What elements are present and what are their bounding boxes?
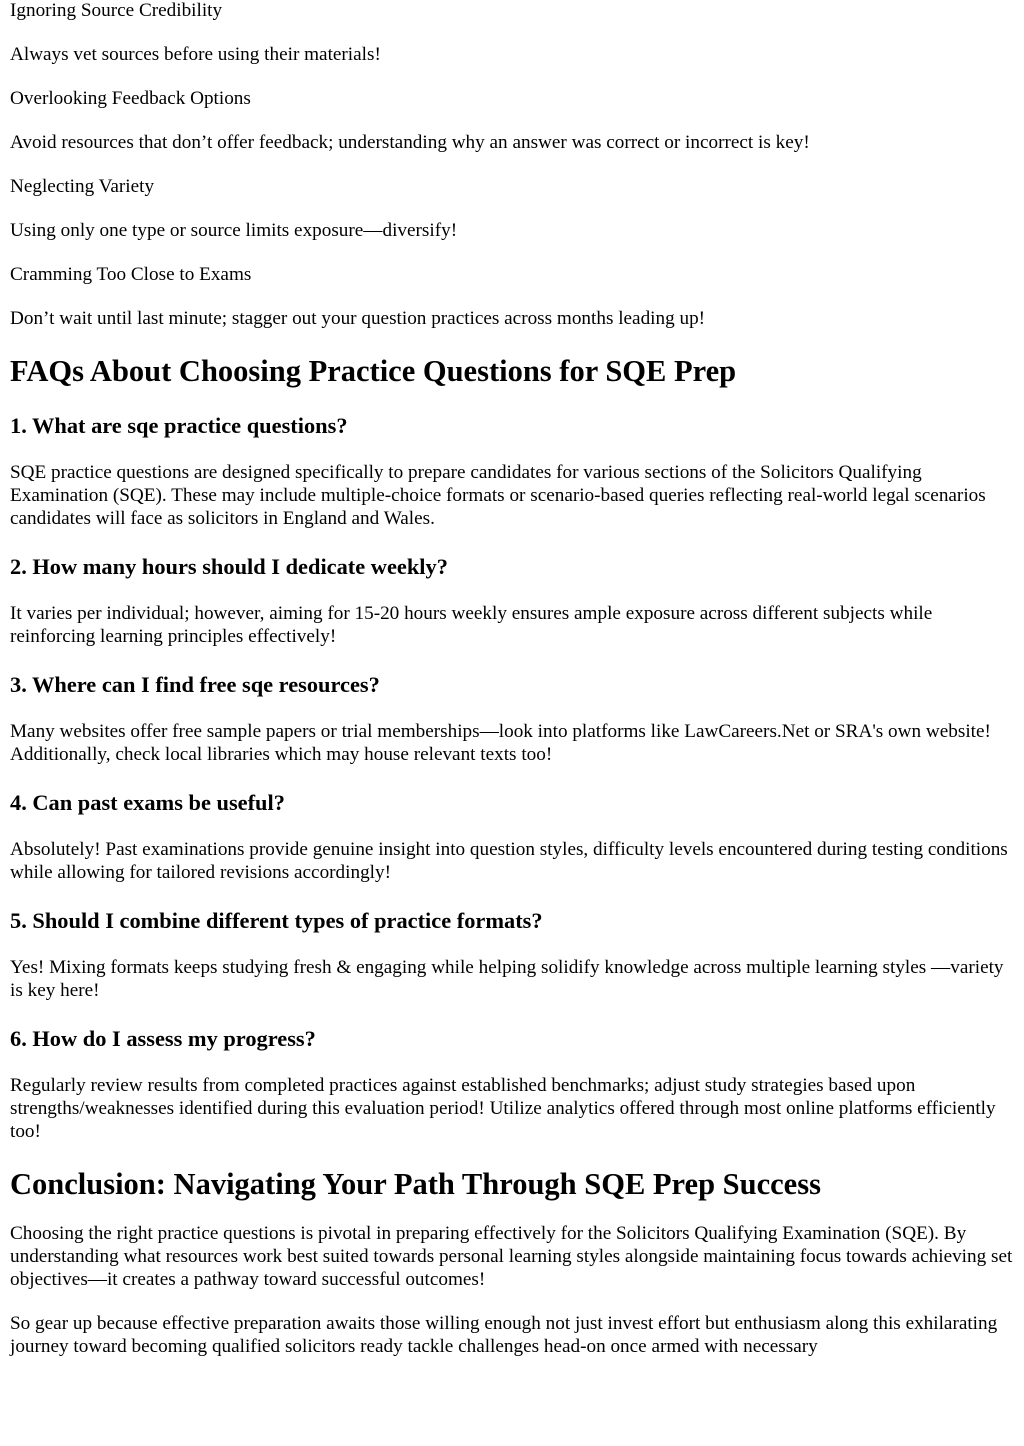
faq-question: 6. How do I assess my progress? <box>10 1026 316 1051</box>
conclusion-paragraph: Choosing the right practice questions is pivotal in preparing effectively for the Solicitors Qualifying Examination (SQE). By understanding what resources work best suited towards personal learning styles alongside maintaining focus towards achieving set objectives—it creates a pathway toward successful outcomes! <box>10 1223 1013 1290</box>
conclusion-heading: Conclusion: Navigating Your Path Through SQE Prep Success <box>10 1167 821 1201</box>
faq-answer: SQE practice questions are designed specifically to prepare candidates for various sections of the Solicitors Qualifying Examination (SQE). These may include multiple-choice formats or scenario-based queries reflecting real-world legal scenarios candidates will face as solicitors in England and Wales. <box>10 462 986 529</box>
faq-question: 2. How many hours should I dedicate weekly? <box>10 554 448 579</box>
mistake-text: Always vet sources before using their materials! <box>10 44 381 65</box>
faq-answer: Regularly review results from completed practices against established benchmarks; adjust study strategies based upon strengths/weaknesses identified during this evaluation period! Utilize analytics offered through most online platforms efficiently too! <box>10 1075 996 1142</box>
faq-question: 3. Where can I find free sqe resources? <box>10 672 380 697</box>
conclusion-paragraph: So gear up because effective preparation awaits those willing enough not just invest effort but enthusiasm along this exhilarating journey toward becoming qualified solicitors ready tackle challenges head-on once armed with necessary <box>10 1313 998 1357</box>
mistake-text: Avoid resources that don’t offer feedback; understanding why an answer was correct or incorrect is key! <box>10 132 810 153</box>
faq-answer: Many websites offer free sample papers or trial memberships—look into platforms like LawCareers.Net or SRA's own website! Additionally, check local libraries which may house relevant texts too! <box>10 721 991 765</box>
mistake-title: Overlooking Feedback Options <box>10 88 251 109</box>
common-mistakes-section <box>10 0 1014 330</box>
mistake-text: Don’t wait until last minute; stagger out your question practices across months leading up! <box>10 308 706 329</box>
faq-section <box>10 354 1014 1143</box>
faq-heading: FAQs About Choosing Practice Questions for SQE Prep <box>10 354 737 388</box>
faq-question: 1. What are sqe practice questions? <box>10 413 348 438</box>
mistake-title: Cramming Too Close to Exams <box>10 264 252 285</box>
faq-question: 4. Can past exams be useful? <box>10 790 285 815</box>
mistake-title: Ignoring Source Credibility <box>10 0 223 21</box>
conclusion-section <box>10 1167 1014 1358</box>
mistake-text: Using only one type or source limits exposure—diversify! <box>10 220 458 241</box>
faq-answer: Absolutely! Past examinations provide genuine insight into question styles, difficulty levels encountered during testing conditions while allowing for tailored revisions accordingly! <box>10 839 1008 883</box>
faq-answer: Yes! Mixing formats keeps studying fresh & engaging while helping solidify knowledge across multiple learning styles —variety is key here! <box>10 957 1004 1001</box>
faq-answer: It varies per individual; however, aiming for 15-20 hours weekly ensures ample exposure across different subjects while reinforcing learning principles effectively! <box>10 603 933 647</box>
mistake-title: Neglecting Variety <box>10 176 155 197</box>
faq-question: 5. Should I combine different types of practice formats? <box>10 908 543 933</box>
